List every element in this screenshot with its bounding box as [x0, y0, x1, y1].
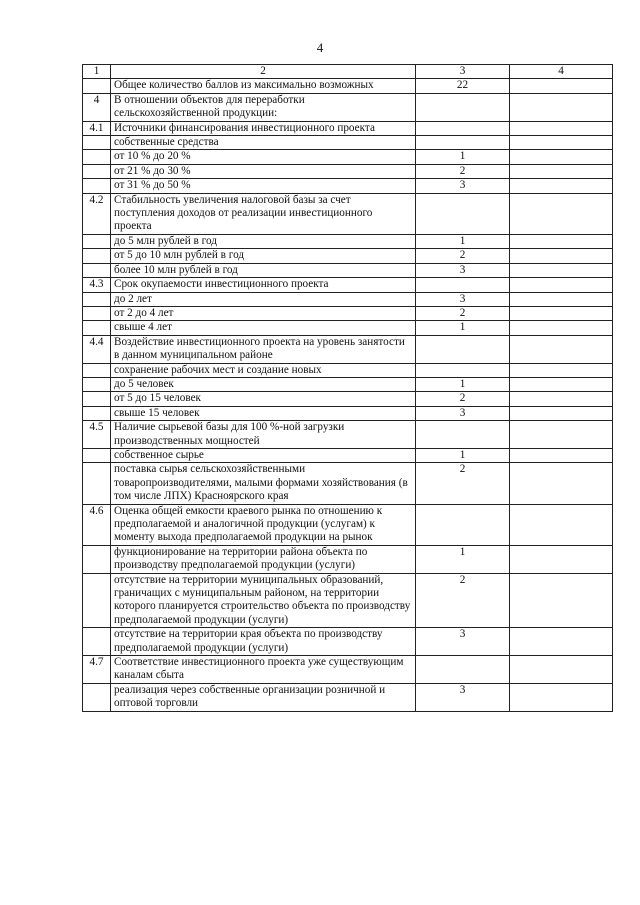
score-cell: 3 — [416, 628, 510, 656]
empty-cell — [510, 504, 613, 545]
table-row — [83, 406, 613, 420]
empty-cell — [510, 93, 613, 121]
empty-cell — [510, 573, 613, 628]
row-number-cell — [83, 377, 111, 391]
row-number-cell: 4.7 — [83, 656, 111, 684]
row-number-cell — [83, 545, 111, 573]
empty-cell — [510, 448, 613, 462]
table-row — [83, 150, 613, 164]
score-cell — [416, 93, 510, 121]
row-number-cell — [83, 306, 111, 320]
criterion-cell: Наличие сырьевой базы для 100 %-ной загрузки производственных мощностей — [111, 421, 416, 449]
criterion-cell: Общее количество баллов из максимально возможных — [111, 79, 416, 93]
score-cell — [416, 656, 510, 684]
row-number-cell — [83, 179, 111, 193]
criterion-cell: более 10 млн рублей в год — [111, 263, 416, 277]
table-row — [83, 363, 613, 377]
empty-cell — [510, 406, 613, 420]
column-header: 3 — [416, 65, 510, 79]
criterion-cell: свыше 4 лет — [111, 321, 416, 335]
row-number-cell: 4.4 — [83, 335, 111, 363]
table-row — [83, 234, 613, 248]
empty-cell — [510, 263, 613, 277]
score-cell: 3 — [416, 292, 510, 306]
row-number-cell — [83, 234, 111, 248]
row-number-cell — [83, 406, 111, 420]
score-cell: 1 — [416, 234, 510, 248]
empty-cell — [510, 683, 613, 711]
empty-cell — [510, 179, 613, 193]
empty-cell — [510, 79, 613, 93]
row-number-cell — [83, 392, 111, 406]
score-cell — [416, 193, 510, 234]
row-number-cell: 4.5 — [83, 421, 111, 449]
row-number-cell — [83, 79, 111, 93]
score-cell: 1 — [416, 150, 510, 164]
table-row — [83, 249, 613, 263]
criterion-cell: от 2 до 4 лет — [111, 306, 416, 320]
criterion-cell: отсутствие на территории края объекта по производству предполагаемой продукции (услуги) — [111, 628, 416, 656]
table-row — [83, 278, 613, 292]
score-cell: 1 — [416, 377, 510, 391]
table-row — [83, 79, 613, 93]
row-number-cell: 4.2 — [83, 193, 111, 234]
table-row — [83, 573, 613, 628]
row-number-cell — [83, 463, 111, 504]
table-row — [83, 392, 613, 406]
score-cell: 2 — [416, 306, 510, 320]
empty-cell — [510, 292, 613, 306]
criterion-cell: от 10 % до 20 % — [111, 150, 416, 164]
score-cell: 3 — [416, 179, 510, 193]
criterion-cell: Воздействие инвестиционного проекта на уровень занятости в данном муниципальном районе — [111, 335, 416, 363]
criterion-cell: Стабильность увеличения налоговой базы за счет поступления доходов от реализации инвестиционного проекта — [111, 193, 416, 234]
criterion-cell: функционирование на территории района объекта по производству предполагаемой продукции (услуги) — [111, 545, 416, 573]
empty-cell — [510, 377, 613, 391]
table-row — [83, 504, 613, 545]
score-cell: 2 — [416, 164, 510, 178]
empty-cell — [510, 392, 613, 406]
row-number-cell — [83, 249, 111, 263]
table-row — [83, 335, 613, 363]
criterion-cell: собственные средства — [111, 136, 416, 150]
score-cell: 2 — [416, 249, 510, 263]
score-cell — [416, 278, 510, 292]
row-number-cell — [83, 136, 111, 150]
column-header: 1 — [83, 65, 111, 79]
row-number-cell: 4 — [83, 93, 111, 121]
score-cell: 1 — [416, 545, 510, 573]
score-cell — [416, 363, 510, 377]
table-row — [83, 164, 613, 178]
table-row — [83, 263, 613, 277]
table-row — [83, 545, 613, 573]
row-number-cell — [83, 292, 111, 306]
score-cell: 1 — [416, 321, 510, 335]
table-row — [83, 136, 613, 150]
criteria-table — [82, 64, 613, 712]
criterion-cell: Соответствие инвестиционного проекта уже существующим каналам сбыта — [111, 656, 416, 684]
row-number-cell: 4.6 — [83, 504, 111, 545]
criterion-cell: от 5 до 15 человек — [111, 392, 416, 406]
criterion-cell: поставка сырья сельскохозяйственными товаропроизводителями, малыми формами хозяйствования (в том числе ЛПХ) Красноярского края — [111, 463, 416, 504]
empty-cell — [510, 193, 613, 234]
score-cell: 2 — [416, 573, 510, 628]
score-cell: 3 — [416, 683, 510, 711]
row-number-cell — [83, 448, 111, 462]
table-row — [83, 448, 613, 462]
empty-cell — [510, 249, 613, 263]
page-number: 4 — [316, 40, 324, 55]
criterion-cell: свыше 15 человек — [111, 406, 416, 420]
empty-cell — [510, 421, 613, 449]
row-number-cell — [83, 628, 111, 656]
table-row — [83, 321, 613, 335]
score-cell: 22 — [416, 79, 510, 93]
score-cell — [416, 335, 510, 363]
criterion-cell: Срок окупаемости инвестиционного проекта — [111, 278, 416, 292]
row-number-cell — [83, 164, 111, 178]
empty-cell — [510, 164, 613, 178]
score-cell — [416, 121, 510, 135]
criterion-cell: до 5 человек — [111, 377, 416, 391]
score-cell: 3 — [416, 406, 510, 420]
table-row — [83, 193, 613, 234]
table-row — [83, 179, 613, 193]
criterion-cell: Источники финансирования инвестиционного проекта — [111, 121, 416, 135]
empty-cell — [510, 545, 613, 573]
table-row — [83, 628, 613, 656]
empty-cell — [510, 363, 613, 377]
empty-cell — [510, 234, 613, 248]
criterion-cell: реализация через собственные организации розничной и оптовой торговли — [111, 683, 416, 711]
table-row — [83, 306, 613, 320]
table-row — [83, 292, 613, 306]
empty-cell — [510, 656, 613, 684]
criterion-cell: В отношении объектов для переработки сельскохозяйственной продукции: — [111, 93, 416, 121]
table-row — [83, 377, 613, 391]
table-row — [83, 656, 613, 684]
criterion-cell: от 31 % до 50 % — [111, 179, 416, 193]
empty-cell — [510, 136, 613, 150]
empty-cell — [510, 121, 613, 135]
criterion-cell: отсутствие на территории муниципальных образований, граничащих с муниципальным районом, на территории которого планируется строительство объекта по производству предполагаемой продукции (услуги) — [111, 573, 416, 628]
column-header: 4 — [510, 65, 613, 79]
criterion-cell: Оценка общей емкости краевого рынка по отношению к предполагаемой и аналогичной продукции (услугам) к моменту выхода предполагаемой продукции на рынок — [111, 504, 416, 545]
empty-cell — [510, 150, 613, 164]
criterion-cell: до 2 лет — [111, 292, 416, 306]
row-number-cell — [83, 150, 111, 164]
score-cell: 2 — [416, 463, 510, 504]
table-row — [83, 93, 613, 121]
score-cell — [416, 421, 510, 449]
column-header: 2 — [111, 65, 416, 79]
table-row — [83, 121, 613, 135]
row-number-cell: 4.1 — [83, 121, 111, 135]
row-number-cell — [83, 263, 111, 277]
table-row — [83, 683, 613, 711]
score-cell — [416, 504, 510, 545]
score-cell — [416, 136, 510, 150]
empty-cell — [510, 321, 613, 335]
empty-cell — [510, 463, 613, 504]
table-row — [83, 463, 613, 504]
row-number-cell — [83, 573, 111, 628]
row-number-cell — [83, 363, 111, 377]
row-number-cell — [83, 683, 111, 711]
empty-cell — [510, 278, 613, 292]
row-number-cell — [83, 321, 111, 335]
table-row — [83, 421, 613, 449]
row-number-cell: 4.3 — [83, 278, 111, 292]
score-cell: 3 — [416, 263, 510, 277]
criterion-cell: до 5 млн рублей в год — [111, 234, 416, 248]
criterion-cell: собственное сырье — [111, 448, 416, 462]
criterion-cell: от 5 до 10 млн рублей в год — [111, 249, 416, 263]
criterion-cell: от 21 % до 30 % — [111, 164, 416, 178]
criterion-cell: сохранение рабочих мест и создание новых — [111, 363, 416, 377]
empty-cell — [510, 306, 613, 320]
table-header-row — [83, 65, 613, 79]
score-cell: 2 — [416, 392, 510, 406]
empty-cell — [510, 335, 613, 363]
empty-cell — [510, 628, 613, 656]
score-cell: 1 — [416, 448, 510, 462]
